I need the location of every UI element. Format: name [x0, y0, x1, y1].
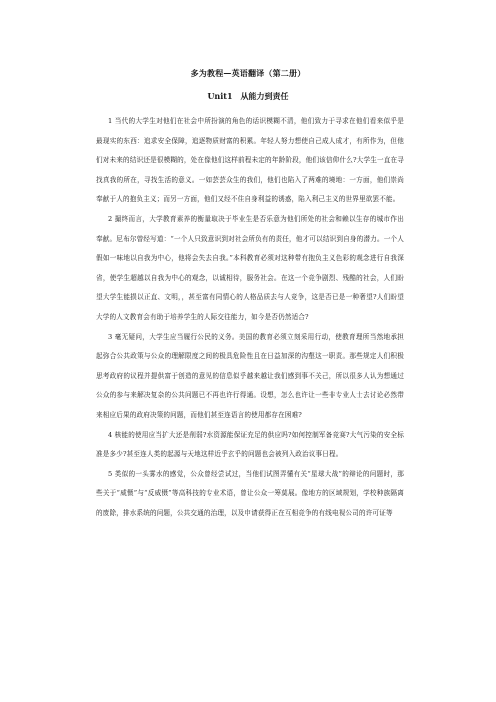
paragraph-2: 2 撮终而言，大学教育素养的衡量取决于毕业生是否乐意为他们所处的社会和赖以生存的城市作出奉献。尼布尔曾经写道：“一个人只致意识到对社会所负有的责任，他才可以结识到自身的潜力。一个人假如一味地以自我为中心，他将会失去自我。”本科教育必须对这种带有抱负主义色彩的观念进行自我深省，使学生超越以自我为中心的观念，以诚相待，服务社会。在这一个竞争剧烈、残酷的社会，人们盼望大学生能损以正直、文明，，甚至富有同情心的人格品质去与人竞争，这是否已是一种奢望?人们盼望大学的人文教育会有助于培养学生的人际交往能力，如今是否仍然适合? — [96, 214, 404, 321]
paragraph-1: 1 当代的大学生对他们在社会中所扮演的角色的话识模糊不清，他们致力于寻求在他们看来似乎是最现实的东西：追求安全保障，追逐物质财富的积累。年轻人努力想使自己成人成才，有所作为，但他们对未来的结识还是很模糊的，处在像他们这样前程未定的年龄阶段，他们该信仰什么?大学生一直在寻找真我的所在，寻找生活的意义。一如芸芸众生的我们，他们也陷入了两难的境地：一方面，他们崇尚奉献于人的抱负主义；而另一方面，他们又经不住自身利益的诱惑，陷入利己主义的世界里欲罢不能。 — [96, 117, 404, 204]
unit-title: Unit1 从能力到责任 — [207, 91, 289, 101]
paragraph-5: 5 类似的一头雾水的感觉，公众曾经尝试过，当他们试图弄懂有关“星球大战”的辩论的问题时，那些关于“威慑”与“反威慑”等高科技的专业术语，曾让公众一筹莫展。像地方的区域规划，学校种族隔离的废除，排水系统的问题，公共交通的治理，以及申请获得正在互相竞争的有线电视公司的许可证等 — [96, 469, 404, 517]
paragraph-3: 3 毫无疑问，大学生应当履行公民的义务。美国的教育必须立刻采用行动，使教育理所当然地承担起弥合公共政策与公众的理解限度之间的极具危险性且在日益加深的沟壑这一职责。那些规定人们积极思考政府的议程并提供富于创造的意见的信息似乎越来越让我们感到事不关己，所以很多人认为想通过公众的参与来解决复杂的公共问题已不再也许行得通。设想，怎么也许让一些非专业人士去讨论必然带来相应后果的政府决策的问题，而他们甚至连语言的使用都存在困难? — [96, 332, 404, 419]
document-body — [96, 112, 404, 523]
document-title: 多为教程—英语翻译（第二册） — [190, 68, 306, 78]
paragraph-4: 4 核能的使用应当扩大还是削弱?水资源能保证充足的供应吗?如何控制军备竞赛?大气污染的安全标准是多少?甚至连人类的起源与天地这样近乎玄乎的问题也会被列入政治议事日程。 — [96, 430, 404, 459]
